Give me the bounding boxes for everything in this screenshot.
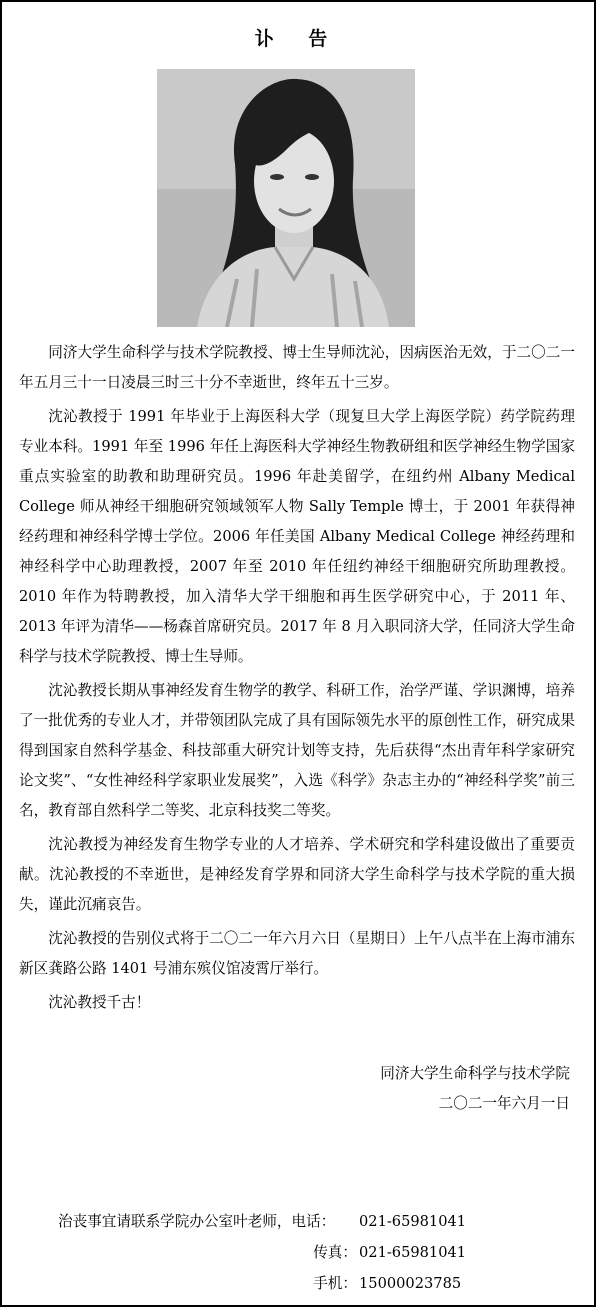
signature-date: 二〇二一年六月一日: [438, 1095, 570, 1112]
signature-org: 同济大学生命科学与技术学院: [380, 1065, 570, 1082]
paragraph-announcement: 同济大学生命科学与技术学院教授、博士生导师沈沁，因病医治无效，于二〇二一年五月三十一日凌晨三时三十分不幸逝世，终年五十三岁。: [19, 344, 575, 391]
contact-lead: 治丧事宜请联系学院办公室叶老师，电话：: [58, 1213, 336, 1230]
obituary-body: [19, 338, 575, 1022]
fax-label: 传真：: [313, 1244, 357, 1261]
paragraph-farewell: 沈沁教授千古！: [48, 994, 151, 1011]
paragraph-biography: 沈沁教授于 1991 年毕业于上海医科大学（现复旦大学上海医学院）药学院药理专业本科。1991 年至 1996 年任上海医科大学神经生物教研组和医学神经生物学国家重点实验室的助教和助理研究员。1996 年赴美留学，在纽约州 Albany Medical College 师从神经干细胞研究领域领军人物 Sally Temple 博士，于 2001 年获得神经药理和神经科学博士学位。2006 年任美国 Albany Medical College 神经药理和神经科学中心助理教授，2007 年至 2010 年任纽约神经干细胞研究所助理教授。2010 年作为特聘教授，加入清华大学干细胞和再生医学研究中心，于 2011 年、2013 年评为清华——杨森首席研究员。2017 年 8 月入职同济大学，任同济大学生命科学与技术学院教授、博士生导师。: [19, 408, 575, 665]
portrait-icon: [157, 69, 415, 327]
mobile-number: 15000023785: [359, 1275, 462, 1292]
page-title: 讣 告: [254, 28, 342, 50]
fax-number: 021-65981041: [359, 1244, 467, 1261]
contact-mobile-row: [2, 1268, 594, 1299]
signature-block: [380, 1059, 570, 1119]
phone-number: 021-65981041: [359, 1213, 467, 1230]
paragraph-contribution: 沈沁教授为神经发育生物学专业的人才培养、学术研究和学科建设做出了重要贡献。沈沁教授的不幸逝世，是神经发育学界和同济大学生命科学与技术学院的重大损失，谨此沉痛哀告。: [19, 836, 575, 913]
contact-block: [2, 1206, 594, 1299]
paragraph-ceremony: 沈沁教授的告别仪式将于二〇二一年六月六日（星期日）上午八点半在上海市浦东新区龚路公路 1401 号浦东殡仪馆凌霄厅举行。: [19, 930, 575, 977]
mobile-label: 手机：: [313, 1275, 357, 1292]
contact-phone-row: [2, 1206, 594, 1237]
portrait-photo: [157, 69, 415, 327]
paragraph-achievements: 沈沁教授长期从事神经发育生物学的教学、科研工作，治学严谨、学识渊博，培养了一批优秀的专业人才，并带领团队完成了具有国际领先水平的原创性工作，研究成果得到国家自然科学基金、科技部重大研究计划等支持，先后获得“杰出青年科学家研究论文奖”、“女性神经科学家职业发展奖”，入选《科学》杂志主办的“神经科学奖”前三名，教育部自然科学二等奖、北京科技奖二等奖。: [19, 682, 575, 819]
contact-fax-row: [2, 1237, 594, 1268]
